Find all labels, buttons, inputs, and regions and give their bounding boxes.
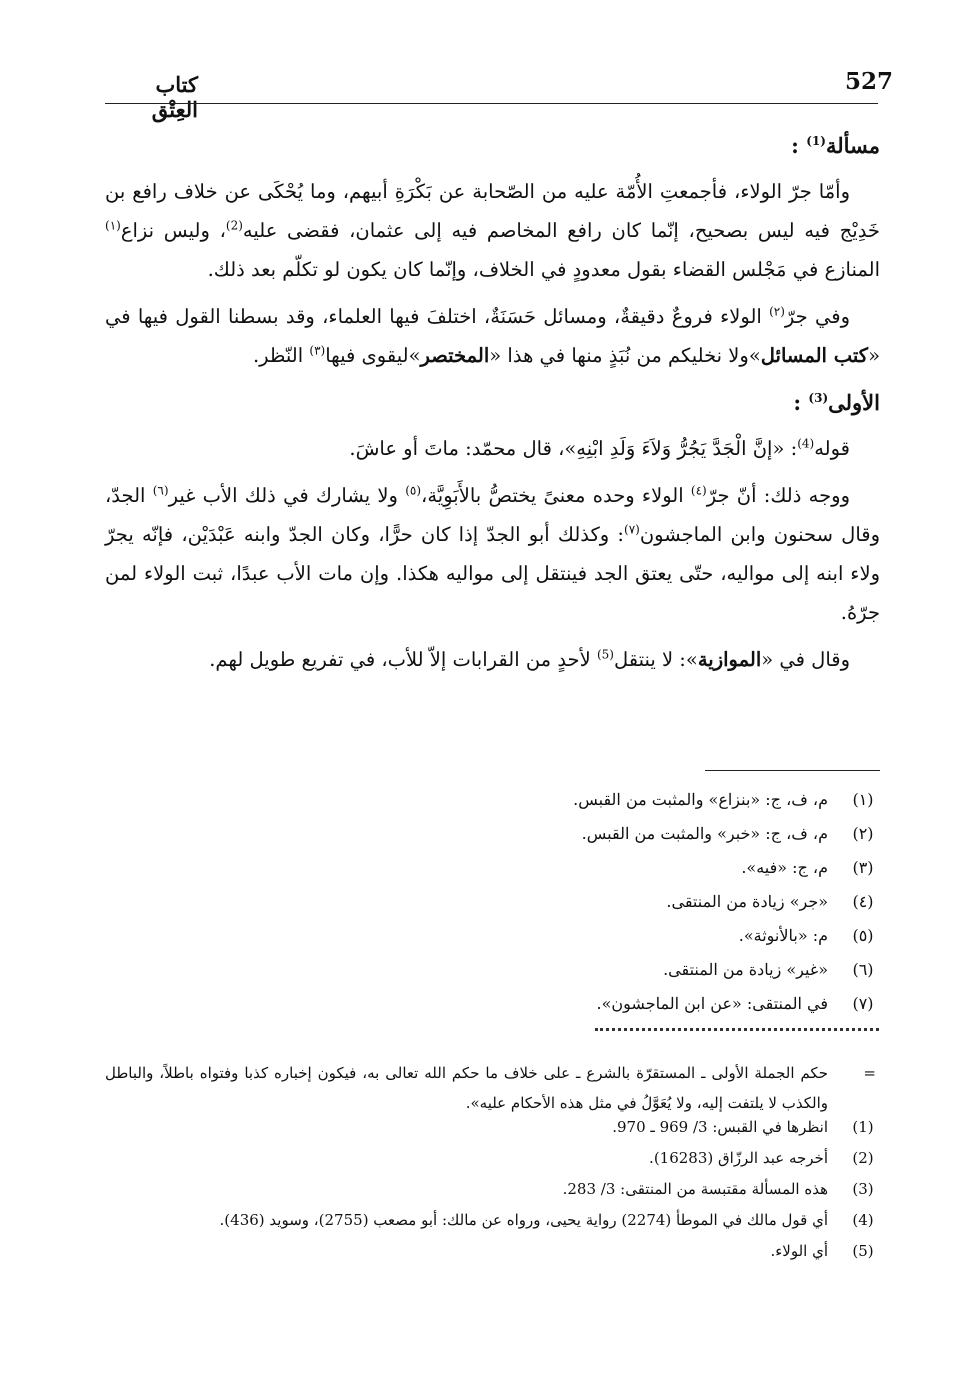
footnote-item: (4) أي قول مالك في الموطأ (2274) رواية يحيى، ورواه عن مالك: أبو مصعب (2755)، وسويد (436). <box>219 1211 874 1229</box>
footnote-item: (1) انظرها في القبس: 3/ 969 ـ 970. <box>612 1118 874 1136</box>
footnote-ref[interactable]: (١) <box>105 218 121 233</box>
footnote-continuation: = حكم الجملة الأولى ـ المستقرّة بالشرع ـ على خلاف ما حكم الله تعالى به، فيكون إخباره كذبا وفتواه باطلاً، والباطل والكذب لا يلتفت إليه، ولا يُعَوَّلُ في مثل هذه الأحكام عليه». <box>105 1064 876 1112</box>
footnote-ref[interactable]: (٤) <box>690 483 707 498</box>
footnote-item: (٦) «غير» زيادة من المنتقى. <box>663 960 874 979</box>
footnote-separator <box>705 770 880 771</box>
main-text <box>105 126 880 687</box>
paragraph-4: ووجه ذلك: أنّ جرّ$^{(٤)}$ الولاء وحده معنىً يختصُّ بالأَبَوِيَّة،$^{(٥)}$ ولا يشارك في ذلك الأب غير$^{(٦)}$ الجدّ، وقال سحنون وابن الماجشون$^{(٧)}$: وكذلك أبو الجدّ إذا كان حرًّا، وكان الجدّ وابنه عَبْدَيْن، فإنّه يجرّ ولاء ابنه إلى مواليه، حتّى يعتق الجد فينتقل إلى مواليه هكذا. وإن مات الأب عبدًا، ثبت الولاء لمن جرّهُ. <box>105 483 881 624</box>
section-heading-first: الأولى$^{(3)}$ : <box>793 390 880 415</box>
footnote-ref[interactable]: (٥) <box>405 483 422 498</box>
book-title: كتاب العِتْق <box>151 72 198 122</box>
footnote-ref[interactable]: (٦) <box>152 483 169 498</box>
footnote-item: (٢) م، ف، ج: «خبر» والمثبت من القبس. <box>581 824 874 843</box>
page-number: 527 <box>845 68 894 95</box>
commentary-footnotes <box>105 1058 880 1273</box>
footnote-item: (2) أخرجه عبد الرزّاق (16283). <box>649 1149 874 1167</box>
paragraph-3: قوله$^{(4)}$: «إنَّ الْجَدَّ يَجُرُّ وَلاَءَ وَلَدِ ابْنِهِ»، قال محمّد: ماتَ أو عاشَ. <box>349 436 850 460</box>
dotted-separator <box>595 1028 879 1035</box>
footnote-item: (5) أي الولاء. <box>770 1242 874 1260</box>
footnote-ref[interactable]: (2) <box>225 218 243 233</box>
paragraph-2: وفي جرّ$^{(٢)}$ الولاء فروعٌ دقيقةٌ، ومسائل حَسَنَةٌ، اختلفَ فيها العلماء، وقد بسطنا القول فيها في «كتب المسائل»ولا نخليكم من نُبَذٍ منها في هذا «المختصر»ليقوى فيها$^{(٣)}$ النّظر. <box>105 304 880 367</box>
footnote-ref[interactable]: (4) <box>797 436 815 451</box>
footnote-ref[interactable]: (٧) <box>624 522 640 537</box>
editor-footnotes <box>105 790 880 1028</box>
paragraph-5: وقال في «الموازية»: لا ينتقل$^{(5)}$ لأحدٍ من القرابات إلاّ للأب، في تفريع طويل لهم. <box>209 647 850 671</box>
footnote-item: (3) هذه المسألة مقتبسة من المنتقى: 3/ 283. <box>562 1180 874 1198</box>
footnote-ref[interactable]: (٢) <box>769 304 785 319</box>
footnote-ref[interactable]: (5) <box>596 647 614 662</box>
running-header <box>105 68 894 122</box>
footnote-item: (٥) م: «بالأنوثة». <box>738 926 874 945</box>
section-heading-masala: مسألة$^{(1)}$ : <box>791 133 880 158</box>
header-rule <box>105 103 878 104</box>
footnote-ref[interactable]: (٣) <box>309 343 326 358</box>
footnote-item: (٧) في المنتقى: «عن ابن الماجشون». <box>596 994 874 1013</box>
paragraph-1: وأمّا جرّ الولاء، فأجمعتِ الأُمّة عليه من الصّحابة عن بَكْرَةِ أبيهم، وما يُحْكَى عن خلاف رافع بن خَدِيْج فيه ليس بصحيح، إنّما كان رافع المخاصم فيه إلى عثمان، فقضى عليه$^{(2)}$، وليس نزاع$^{(١)}$ المنازع في مَجْلس القضاء بقول معدودٍ في الخلاف، وإنّما كان يكون لو تكلّم بعد ذلك. <box>105 180 880 281</box>
footnote-item: (١) م، ف، ج: «بنزاع» والمثبت من القبس. <box>573 790 874 809</box>
footnote-item: (٣) م، ج: «فيه». <box>741 858 874 877</box>
footnote-item: (٤) «جر» زيادة من المنتقى. <box>666 892 874 911</box>
